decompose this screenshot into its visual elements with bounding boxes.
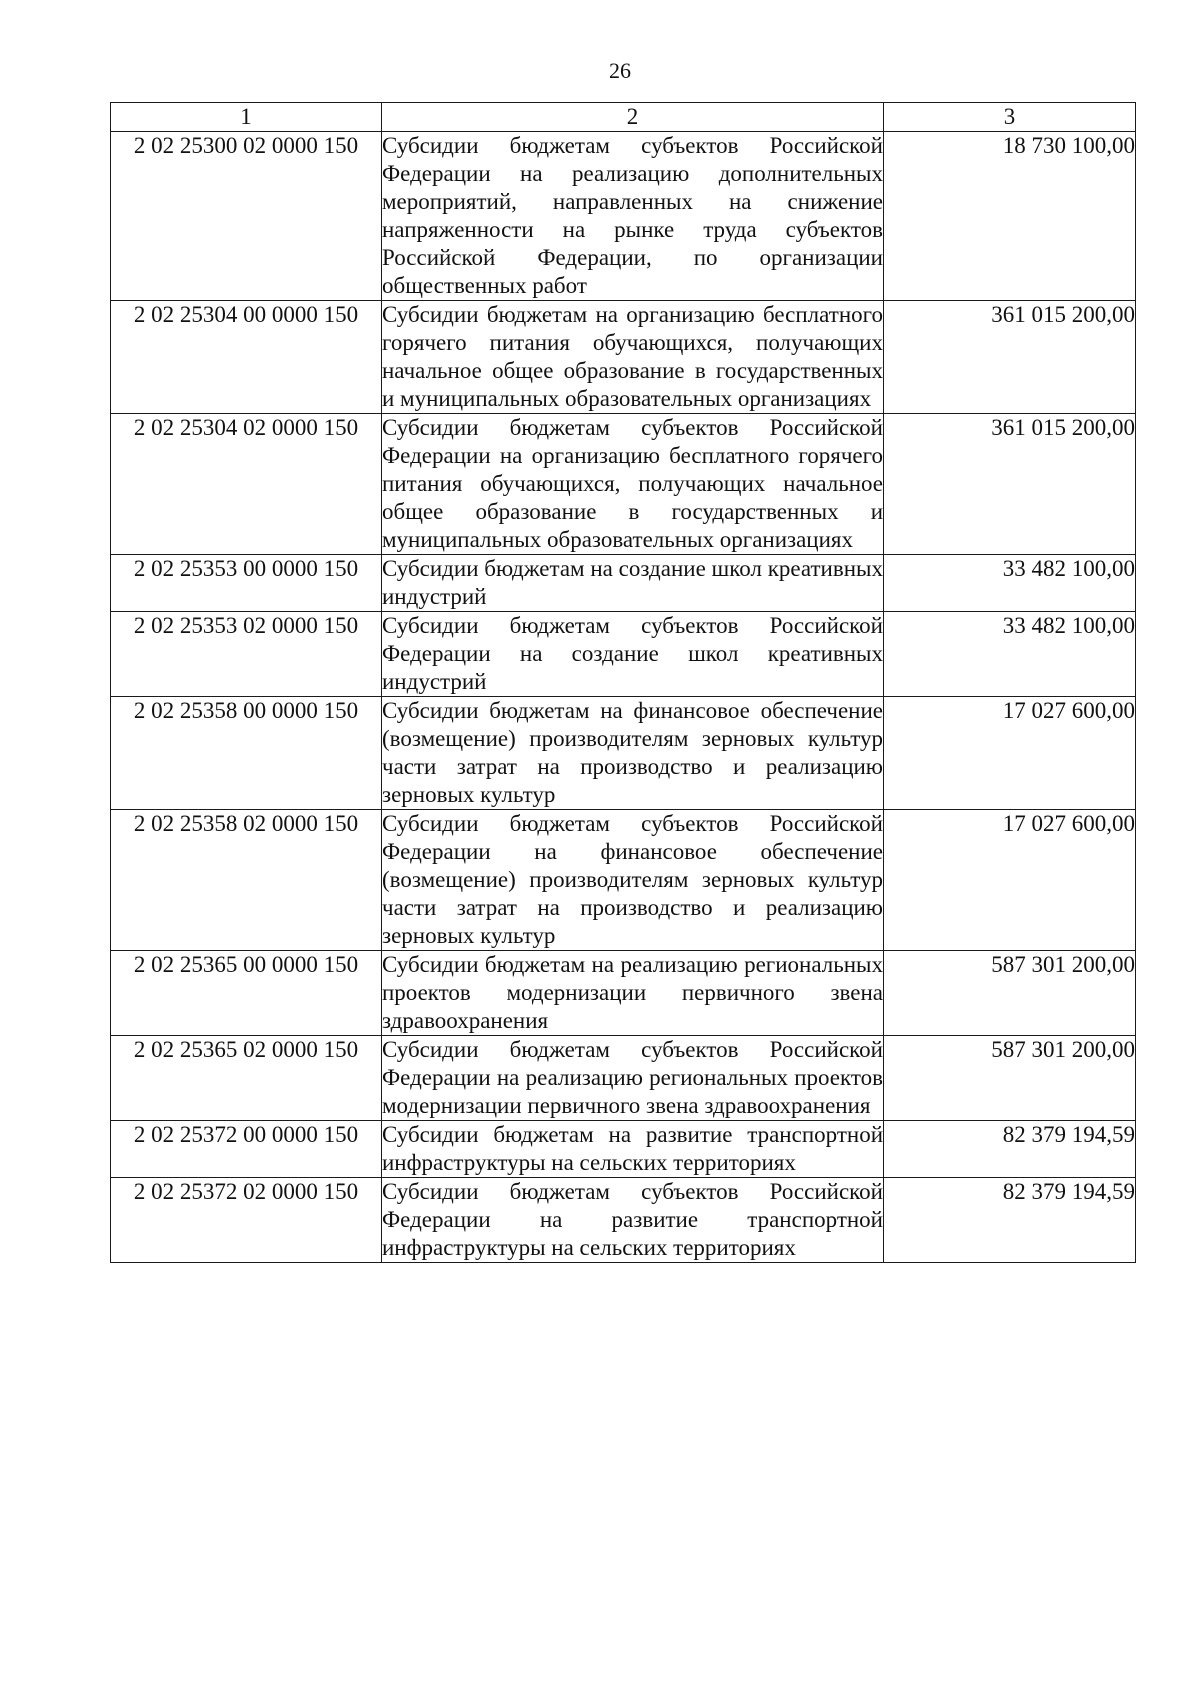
table-row [111,951,1136,1036]
revenue-description-cell: Субсидии бюджетам субъектов Российской Федерации на реализацию дополнительных мероприятий, направленных на снижение напряженности на рынке труда субъектов Российской Федерации, по организации общественных работ [382,132,884,301]
revenue-code-cell: 2 02 25358 02 0000 150 [111,810,382,951]
amount-cell: 361 015 200,00 [884,414,1136,555]
page-number: 26 [609,58,631,83]
amount-cell: 17 027 600,00 [884,810,1136,951]
revenue-description-cell: Субсидии бюджетам субъектов Российской Федерации на финансовое обеспечение (возмещение) производителям зерновых культур части затрат на производство и реализацию зерновых культур [382,810,884,951]
amount-cell: 17 027 600,00 [884,697,1136,810]
amount-cell: 33 482 100,00 [884,612,1136,697]
revenue-description-cell: Субсидии бюджетам субъектов Российской Федерации на организацию бесплатного горячего питания обучающихся, получающих начальное общее образование в государственных и муниципальных образовательных организациях [382,414,884,555]
revenue-code-cell: 2 02 25304 02 0000 150 [111,414,382,555]
table-header-row [111,103,1136,132]
revenue-code-cell: 2 02 25353 02 0000 150 [111,612,382,697]
amount-cell: 587 301 200,00 [884,1036,1136,1121]
revenue-description-cell: Субсидии бюджетам субъектов Российской Федерации на развитие транспортной инфраструктуры на сельских территориях [382,1178,884,1263]
amount-cell: 82 379 194,59 [884,1121,1136,1178]
table-row [111,132,1136,301]
revenue-description-cell: Субсидии бюджетам субъектов Российской Федерации на реализацию региональных проектов модернизации первичного звена здравоохранения [382,1036,884,1121]
revenue-code-cell: 2 02 25300 02 0000 150 [111,132,382,301]
column-header-code: 1 [111,103,382,132]
table-row [111,697,1136,810]
revenue-code-cell: 2 02 25304 00 0000 150 [111,301,382,414]
revenue-code-cell: 2 02 25372 00 0000 150 [111,1121,382,1178]
revenue-description-cell: Субсидии бюджетам на развитие транспортной инфраструктуры на сельских территориях [382,1121,884,1178]
revenue-code-cell: 2 02 25372 02 0000 150 [111,1178,382,1263]
revenue-description-cell: Субсидии бюджетам на создание школ креативных индустрий [382,555,884,612]
amount-cell: 18 730 100,00 [884,132,1136,301]
table-row [111,555,1136,612]
revenue-description-cell: Субсидии бюджетам на финансовое обеспечение (возмещение) производителям зерновых культур части затрат на производство и реализацию зерновых культур [382,697,884,810]
column-header-description: 2 [382,103,884,132]
revenue-code-cell: 2 02 25353 00 0000 150 [111,555,382,612]
revenue-description-cell: Субсидии бюджетам на реализацию региональных проектов модернизации первичного звена здравоохранения [382,951,884,1036]
budget-revenue-table [110,102,1136,1263]
column-header-amount: 3 [884,103,1136,132]
table-row [111,414,1136,555]
revenue-code-cell: 2 02 25365 02 0000 150 [111,1036,382,1121]
amount-cell: 361 015 200,00 [884,301,1136,414]
amount-cell: 82 379 194,59 [884,1178,1136,1263]
amount-cell: 33 482 100,00 [884,555,1136,612]
table-row [111,1178,1136,1263]
revenue-description-cell: Субсидии бюджетам субъектов Российской Федерации на создание школ креативных индустрий [382,612,884,697]
table-row [111,1121,1136,1178]
revenue-code-cell: 2 02 25358 00 0000 150 [111,697,382,810]
table-row [111,1036,1136,1121]
table-row [111,612,1136,697]
table-row [111,810,1136,951]
revenue-description-cell: Субсидии бюджетам на организацию бесплатного горячего питания обучающихся, получающих начальное общее образование в государственных и муниципальных образовательных организациях [382,301,884,414]
table-row [111,301,1136,414]
amount-cell: 587 301 200,00 [884,951,1136,1036]
revenue-code-cell: 2 02 25365 00 0000 150 [111,951,382,1036]
